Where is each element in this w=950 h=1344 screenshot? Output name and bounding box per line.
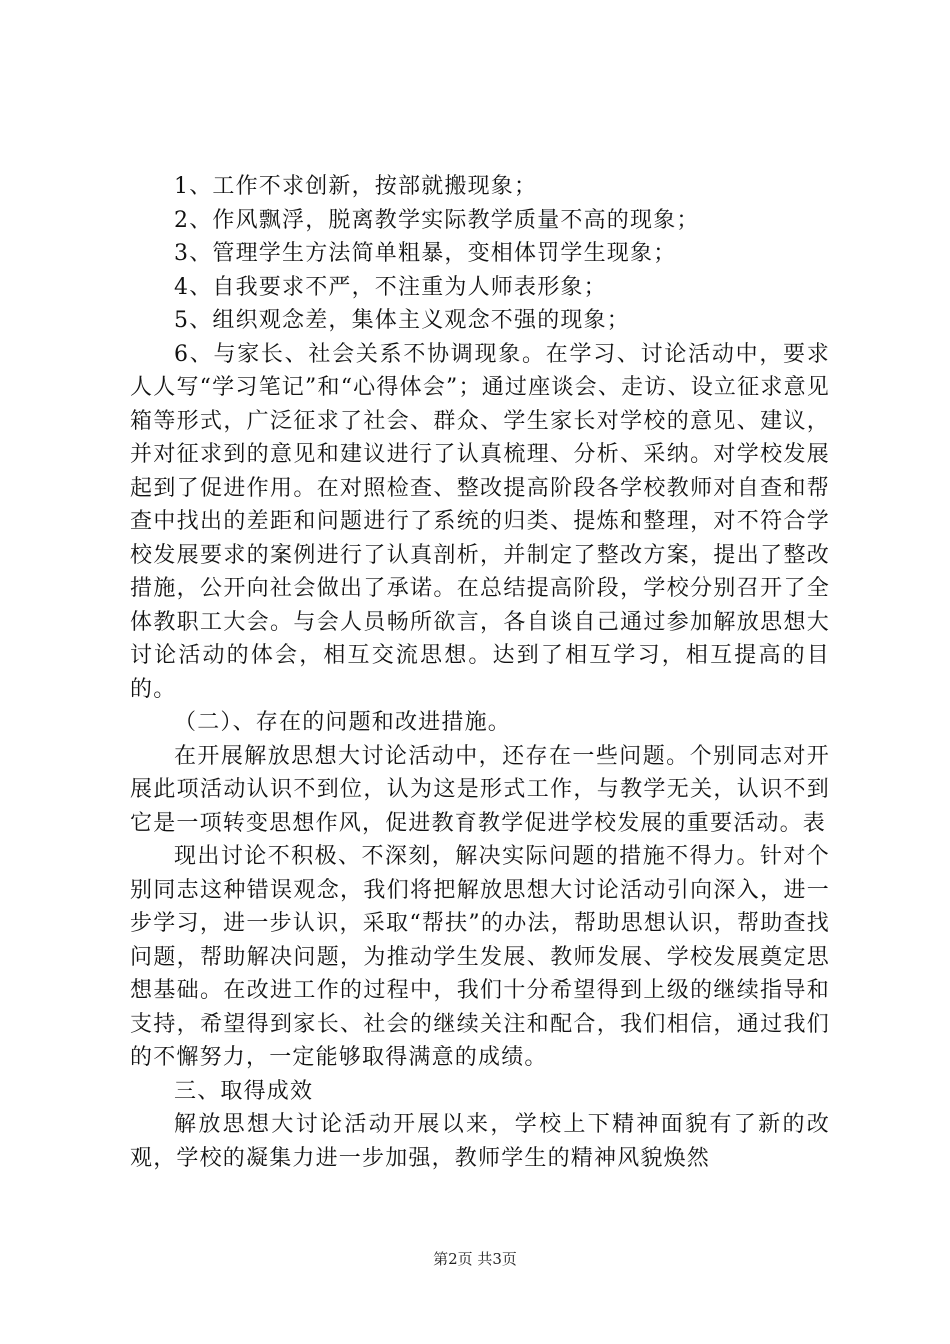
- paragraph-results: 解放思想大讨论活动开展以来，学校上下精神面貌有了新的改观，学校的凝集力进一步加强，教师学生的精神风貌焕然: [130, 1112, 830, 1171]
- paragraph-problems: 在开展解放思想大讨论活动中，还存在一些问题。个别同志对开展此项活动认识不到位，认为这是形式工作，与教学无关，认识不到它是一项转变思想作风，促进教育教学促进学校发展的重要活动。表: [130, 743, 830, 836]
- list-item-6-paragraph: 6、与家长、社会关系不协调现象。在学习、讨论活动中，要求人人写“学习笔记”和“心得体会”；通过座谈会、走访、设立征求意见箱等形式，广泛征求了社会、群众、学生家长对学校的意见、建议，并对征求到的意见和建议进行了认真梳理、分析、采纳。对学校发展起到了促进作用。在对照检查、整改提高阶段各学校教师对自查和帮查中找出的差距和问题进行了系统的归类、提炼和整理，对不符合学校发展要求的案例进行了认真剖析，并制定了整改方案，提出了整改措施，公开向社会做出了承诺。在总结提高阶段，学校分别召开了全体教职工大会。与会人员畅所欲言，各自谈自己通过参加解放思想大讨论活动的体会，相互交流思想。达到了相互学习，相互提高的目的。: [130, 341, 830, 702]
- list-item-3: 3、管理学生方法简单粗暴，变相体罚学生现象；: [174, 241, 677, 266]
- list-item-2: 2、作风飘浮，脱离教学实际教学质量不高的现象；: [174, 207, 700, 233]
- section-heading-results: 三、取得成效: [174, 1078, 314, 1104]
- list-item-5: 5、组织观念差，集体主义观念不强的现象；: [174, 308, 630, 333]
- paragraph-measures: 现出讨论不积极、不深刻，解决实际问题的措施不得力。针对个别同志这种错误观念，我们将把解放思想大讨论活动引向深入，进一步学习，进一步认识，采取“帮扶”的办法，帮助思想认识，帮助查找问题，帮助解决问题，为推动学生发展、教师发展、学校发展奠定思想基础。在改进工作的过程中，我们十分希望得到上级的继续指导和支持，希望得到家长、社会的继续关注和配合，我们相信，通过我们的不懈努力，一定能够取得满意的成绩。: [130, 844, 830, 1070]
- section-heading-problems: （二）、存在的问题和改进措施。: [174, 710, 512, 735]
- list-item-1: 1、工作不求创新，按部就搬现象；: [174, 174, 538, 199]
- document-body: [130, 170, 830, 1175]
- list-item-4: 4、自我要求不严，不注重为人师表形象；: [174, 274, 607, 300]
- page-number-footer: 第2页 共3页: [433, 1250, 517, 1268]
